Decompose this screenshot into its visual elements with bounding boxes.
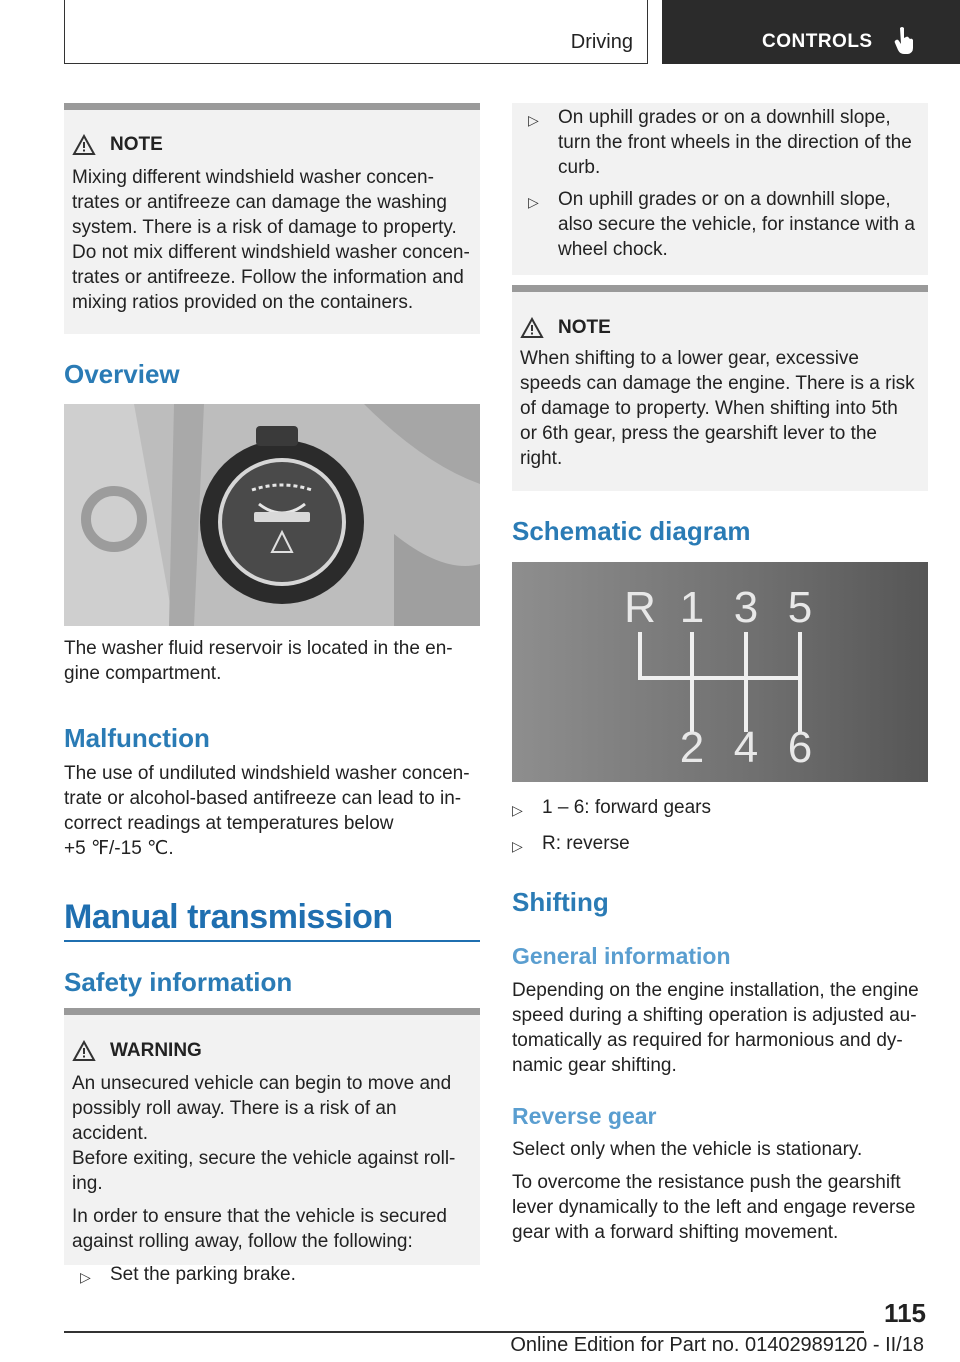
shift-gate-lines bbox=[640, 632, 800, 732]
overview-heading: Overview bbox=[64, 359, 180, 389]
malfunction-heading: Malfunction bbox=[64, 723, 210, 753]
hand-pointer-icon bbox=[894, 26, 916, 54]
bullet-triangle-icon: ▷ bbox=[512, 838, 523, 854]
warning-box bbox=[64, 1008, 480, 1285]
header-chapter-tab bbox=[662, 0, 960, 64]
note-box-washer bbox=[64, 103, 480, 334]
schematic-legend bbox=[512, 795, 711, 859]
list-item: ▷ On uphill grades or on a downhill slope, turn the front wheels in the direction of the curb. bbox=[528, 107, 912, 178]
bullet-triangle-icon: ▷ bbox=[528, 112, 539, 128]
gear-label-6: 6 bbox=[787, 723, 813, 772]
gear-label-5: 5 bbox=[787, 583, 813, 632]
gear-label-reverse: R bbox=[624, 583, 656, 632]
header-section-tab bbox=[64, 0, 648, 64]
footer-rule bbox=[64, 1331, 864, 1333]
continued-bullets-box bbox=[512, 103, 928, 275]
bullet-triangle-icon: ▷ bbox=[80, 1269, 91, 1285]
footer-edition: Online Edition for Part no. 01402989120 - II/18 bbox=[510, 1334, 924, 1356]
note-text: Mixing different windshield washer concen- trates or antifreeze can damage the washing system. There is a risk of damage to property. Do not mix different windshield washer concen- trates or antifreeze. Follow the information and mixing ratios provided on the containers. bbox=[72, 167, 470, 313]
warning-label: WARNING bbox=[110, 1040, 202, 1061]
gear-label-2: 2 bbox=[679, 723, 705, 772]
list-item: ▷ On uphill grades or on a downhill slope, also secure the vehicle, for instance with a wheel chock. bbox=[528, 189, 915, 260]
list-item: ▷ 1 – 6: forward gears bbox=[512, 795, 711, 823]
warning-text: An unsecured vehicle can begin to move and possibly roll away. There is a risk of an accident. Before exiting, secure the vehicle against roll- ing. In order to ensure that the vehicle is secured against rolling away, follow the following: ▷ Set the parking brake. bbox=[72, 1071, 472, 1290]
bullet-triangle-icon: ▷ bbox=[512, 802, 523, 818]
warning-triangle-icon bbox=[520, 317, 544, 339]
manual-transmission-heading: Manual transmission bbox=[64, 898, 393, 936]
note-text: When shifting to a lower gear, excessive speeds can damage the engine. There is a risk of damage to property. When shifting into 5th or 6th gear, press the gearshift lever to the right. bbox=[520, 348, 915, 469]
overview-caption: The washer fluid reservoir is located in the en- gine compartment. bbox=[64, 638, 453, 684]
schematic-heading: Schematic diagram bbox=[512, 516, 751, 546]
gear-shift-diagram bbox=[512, 562, 928, 782]
general-information-heading: General information bbox=[512, 943, 731, 969]
shifting-heading: Shifting bbox=[512, 887, 609, 917]
gear-label-4: 4 bbox=[733, 723, 759, 772]
note-label: NOTE bbox=[110, 134, 163, 155]
list-item: ▷ Set the parking brake. bbox=[72, 1262, 472, 1290]
gear-label-1: 1 bbox=[679, 583, 705, 632]
list-item: ▷ R: reverse bbox=[512, 831, 711, 859]
washer-reservoir-photo bbox=[64, 404, 480, 626]
note-label: NOTE bbox=[558, 317, 611, 338]
reverse-gear-heading: Reverse gear bbox=[512, 1103, 657, 1129]
heading-rule bbox=[64, 940, 480, 942]
bullet-triangle-icon: ▷ bbox=[528, 194, 539, 210]
malfunction-text: The use of undiluted windshield washer concen- trate or alcohol-based antifreeze can lead to in- correct readings at temperatures below +5 ℉/-15 ℃. bbox=[64, 763, 470, 859]
header-chapter-label: CONTROLS bbox=[762, 31, 873, 52]
gear-label-3: 3 bbox=[733, 583, 759, 632]
general-information-text: Depending on the engine installation, the engine speed during a shifting operation is adjusted au- tomatically as required for harmonious and dy- namic gear shifting. bbox=[512, 980, 919, 1076]
warning-triangle-icon bbox=[72, 1040, 96, 1062]
reverse-gear-text: Select only when the vehicle is stationary. To overcome the resistance push the gearshift lever dynamically to the left and engage reverse gear with a forward shifting movement. bbox=[512, 1139, 916, 1243]
safety-heading: Safety information bbox=[64, 967, 293, 997]
header-section-label: Driving bbox=[570, 31, 633, 53]
note-box-gear bbox=[512, 285, 928, 491]
warning-triangle-icon bbox=[72, 134, 96, 156]
page-number: 115 bbox=[884, 1298, 926, 1328]
